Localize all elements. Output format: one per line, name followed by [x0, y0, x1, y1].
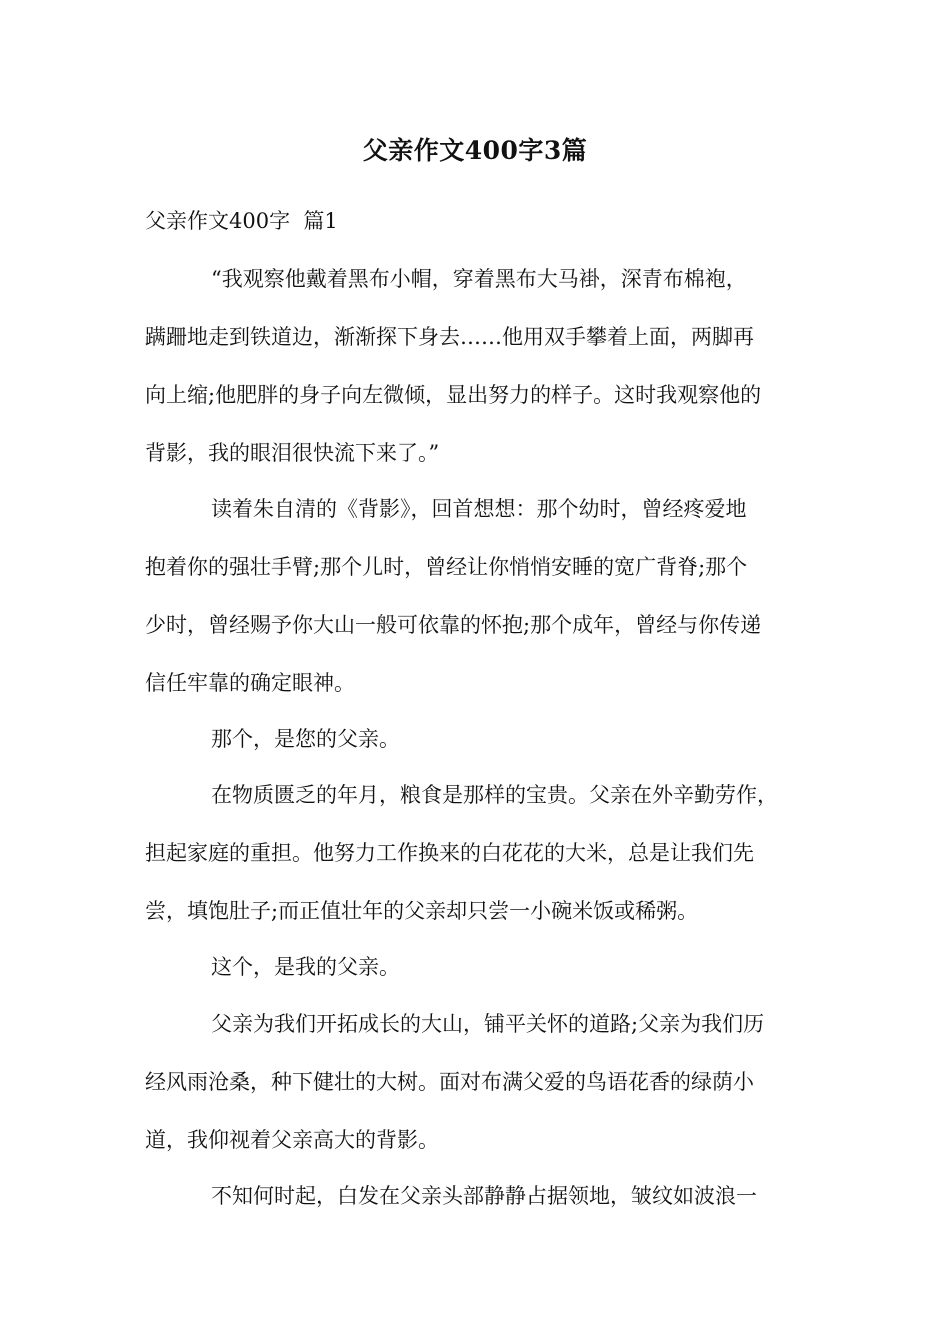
paragraph-1 [145, 250, 810, 482]
paragraph-line: 向上缩;他肥胖的身子向左微倾，显出努力的样子。这时我观察他的 [145, 383, 762, 407]
paragraph-6 [145, 995, 810, 1169]
paragraph-line: 在物质匮乏的年月，粮食是那样的宝贵。父亲在外辛勤劳作， [211, 783, 778, 807]
section-heading: 父亲作文400字 篇1 [145, 209, 338, 233]
paragraph-line: 尝，填饱肚子;而正值壮年的父亲却只尝一小碗米饭或稀粥。 [145, 899, 699, 923]
paragraph-line: 背影，我的眼泪很快流下来了。” [145, 441, 440, 465]
paragraph-5 [145, 938, 810, 996]
paragraph-3 [145, 710, 810, 768]
paragraph-line: 蹒跚地走到铁道边，渐渐探下身去……他用双手攀着上面，两脚再 [145, 325, 754, 349]
paragraph-line: 经风雨沧桑，种下健壮的大树。面对布满父爱的鸟语花香的绿荫小 [145, 1070, 754, 1094]
paragraph-line: 担起家庭的重担。他努力工作换来的白花花的大米，总是让我们先 [145, 841, 754, 865]
paragraph-line: 抱着你的强壮手臂;那个儿时，曾经让你悄悄安睡的宽广背脊;那个 [145, 555, 748, 579]
paragraph-2 [145, 480, 810, 712]
document-title: 父亲作文400字3篇 [362, 136, 588, 165]
paragraph-line: 那个，是您的父亲。 [211, 727, 400, 751]
paragraph-4 [145, 766, 810, 940]
paragraph-line: 读着朱自清的《背影》，回首想想：那个幼时，曾经疼爱地 [211, 497, 747, 521]
paragraph-7 [145, 1167, 810, 1225]
paragraph-line: 道，我仰视着父亲高大的背影。 [145, 1128, 439, 1152]
paragraph-line: 信任牢靠的确定眼神。 [145, 671, 355, 695]
paragraph-line: “我观察他戴着黑布小帽，穿着黑布大马褂，深青布棉袍， [211, 267, 747, 291]
paragraph-line: 这个，是我的父亲。 [211, 955, 400, 979]
paragraph-line: 不知何时起，白发在父亲头部静静占据领地，皱纹如波浪一 [211, 1184, 757, 1208]
paragraph-line: 少时，曾经赐予你大山一般可依靠的怀抱;那个成年，曾经与你传递 [145, 613, 762, 637]
paragraph-line: 父亲为我们开拓成长的大山，铺平关怀的道路;父亲为我们历 [211, 1012, 765, 1036]
